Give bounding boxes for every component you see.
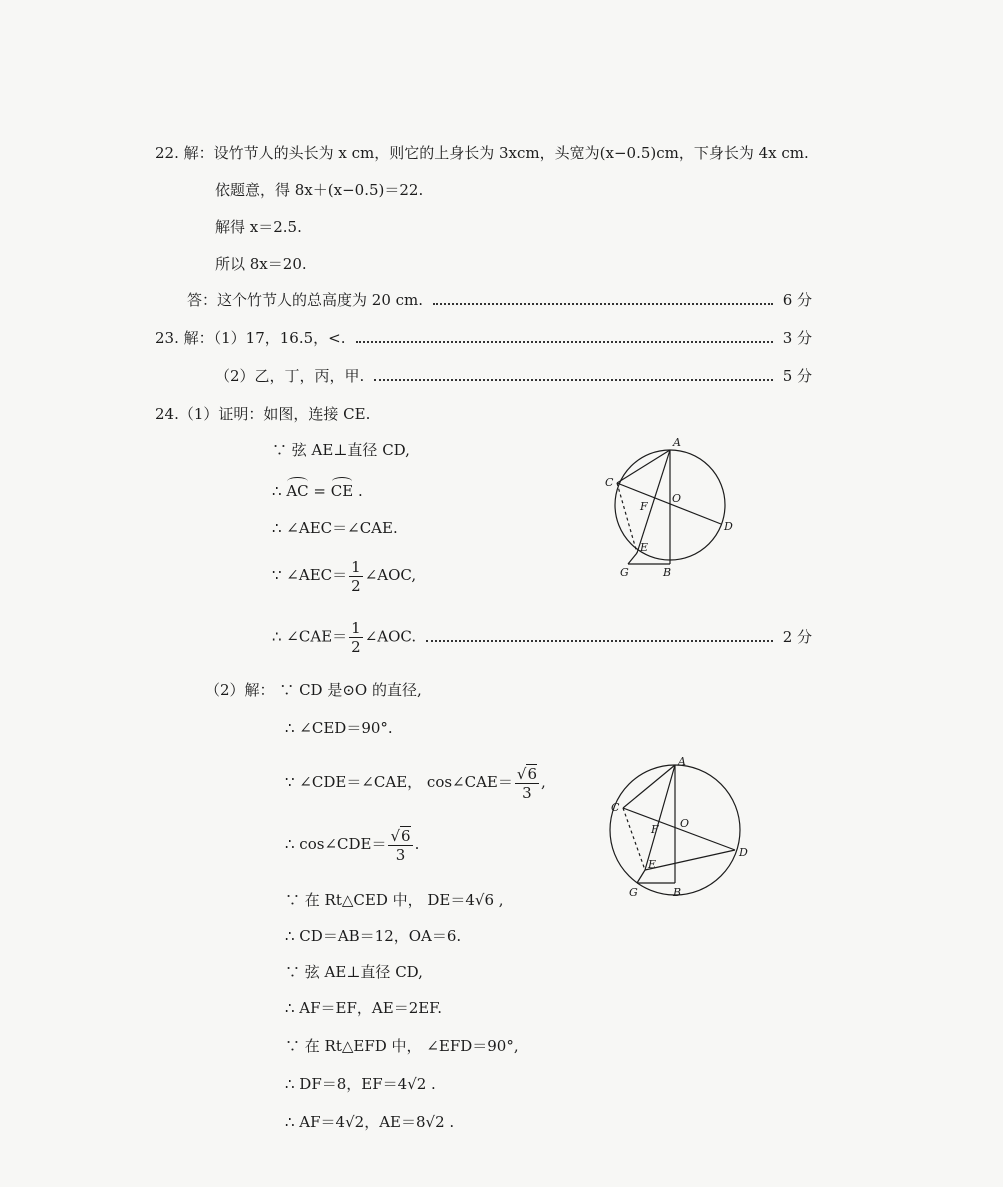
q24-part2-step-5: ∴ CD＝AB＝12，OA＝6.	[285, 927, 462, 945]
segment-ce	[623, 808, 645, 870]
q22-step-2: 解得 x＝2.5.	[215, 218, 302, 236]
arc-ce: CE	[330, 482, 354, 500]
q24-part2-step-9: ∴ DF＝8，EF＝4√2 .	[285, 1075, 436, 1093]
label-g: G	[629, 886, 638, 899]
segment-ac	[617, 450, 670, 483]
label-c: C	[605, 476, 614, 489]
fraction-sqrt6-over-3: $\frac{√6}{3}$	[516, 764, 537, 802]
fraction-half: $\frac{1}{2}$	[351, 557, 361, 595]
q22-heading: 22. 解：设竹节人的头长为 x cm，则它的上身长为 3xcm，头宽为(x−0.5)cm，下身长为 4x cm.	[155, 144, 809, 162]
q23-part1: 23. 解：（1）17，16.5，<.	[155, 329, 346, 347]
segment-ge	[628, 553, 637, 564]
q23-part1-row	[155, 328, 812, 348]
q24-step-3: ∴ ∠AEC＝∠CAE.	[272, 519, 398, 537]
label-a: A	[678, 755, 686, 768]
dot-leader	[426, 640, 773, 642]
label-o: O	[672, 492, 682, 505]
q23-part1-points: 3 分	[782, 329, 812, 347]
label-c: C	[611, 801, 620, 814]
q24-part1-points: 2 分	[782, 628, 812, 646]
label-d: D	[739, 846, 748, 859]
dot-leader	[374, 379, 772, 381]
label-o: O	[680, 817, 690, 830]
q22-step-1: 依题意，得 8x＋(x−0.5)＝22.	[215, 181, 424, 199]
q24-part2-heading: （2）解： ∵ CD 是⊙O 的直径,	[205, 681, 422, 699]
q24-step-2: ∴ AC = CE .	[272, 482, 363, 500]
q24-part2-step-8: ∵ 在 Rt△EFD 中， ∠EFD＝90°,	[285, 1037, 519, 1055]
label-a: A	[673, 436, 681, 449]
segment-ge	[637, 870, 645, 883]
fraction-half: $\frac{1}{2}$	[351, 618, 361, 656]
q22-answer-row	[187, 290, 812, 310]
segment-cd	[617, 483, 721, 524]
segment-ed	[645, 850, 735, 870]
q24-step-5-row	[272, 618, 812, 656]
q24-step-5: ∴ ∠CAE＝ $\frac{1}{2}$ ∠AOC.	[272, 618, 417, 656]
dot-leader	[356, 341, 773, 343]
q22-points: 6 分	[782, 291, 812, 309]
label-f: F	[640, 500, 648, 513]
label-d: D	[724, 520, 733, 533]
geometry-figure-2	[605, 755, 765, 915]
segment-ac	[623, 765, 675, 808]
q24-step-1: ∵ 弦 AE⊥直径 CD,	[272, 441, 410, 459]
dot-leader	[433, 303, 773, 305]
q23-part2: （2）乙，丁，丙，甲.	[215, 367, 365, 385]
label-f: F	[651, 823, 659, 836]
label-g: G	[620, 566, 629, 579]
q24-step-4: ∵ ∠AEC＝ $\frac{1}{2}$ ∠AOC,	[272, 557, 417, 595]
label-b: B	[663, 566, 672, 579]
q24-part2-step-10: ∴ AF＝4√2，AE＝8√2 .	[285, 1113, 455, 1131]
arc-ac: AC	[286, 482, 309, 500]
q24-part2-step-4: ∵ 在 Rt△CED 中， DE＝4√6 ,	[285, 891, 504, 909]
segment-cd	[623, 808, 735, 850]
q22-step-3: 所以 8x＝20.	[215, 255, 307, 273]
q24-part2-step-1: ∴ ∠CED＝90°.	[285, 719, 393, 737]
segment-ce	[617, 483, 637, 553]
label-b: B	[673, 886, 682, 899]
q22-answer: 答：这个竹节人的总高度为 20 cm.	[187, 291, 424, 309]
label-e: E	[640, 541, 649, 554]
q24-heading: 24.（1）证明：如图，连接 CE.	[155, 405, 371, 423]
q23-part2-points: 5 分	[782, 367, 812, 385]
q23-part2-row	[215, 366, 812, 386]
q24-part2-step-2: ∵ ∠CDE＝∠CAE， cos∠CAE＝ $\frac{√6}{3}$ ,	[285, 764, 546, 802]
q24-part2-step-6: ∵ 弦 AE⊥直径 CD,	[285, 963, 423, 981]
fraction-sqrt6-over-3: $\frac{√6}{3}$	[390, 826, 411, 864]
q24-part2-step-7: ∴ AF＝EF，AE＝2EF.	[285, 999, 443, 1017]
geometry-figure-1	[600, 430, 760, 590]
q24-part2-step-3: ∴ cos∠CDE＝ $\frac{√6}{3}$ .	[285, 826, 420, 864]
label-e: E	[648, 858, 657, 871]
